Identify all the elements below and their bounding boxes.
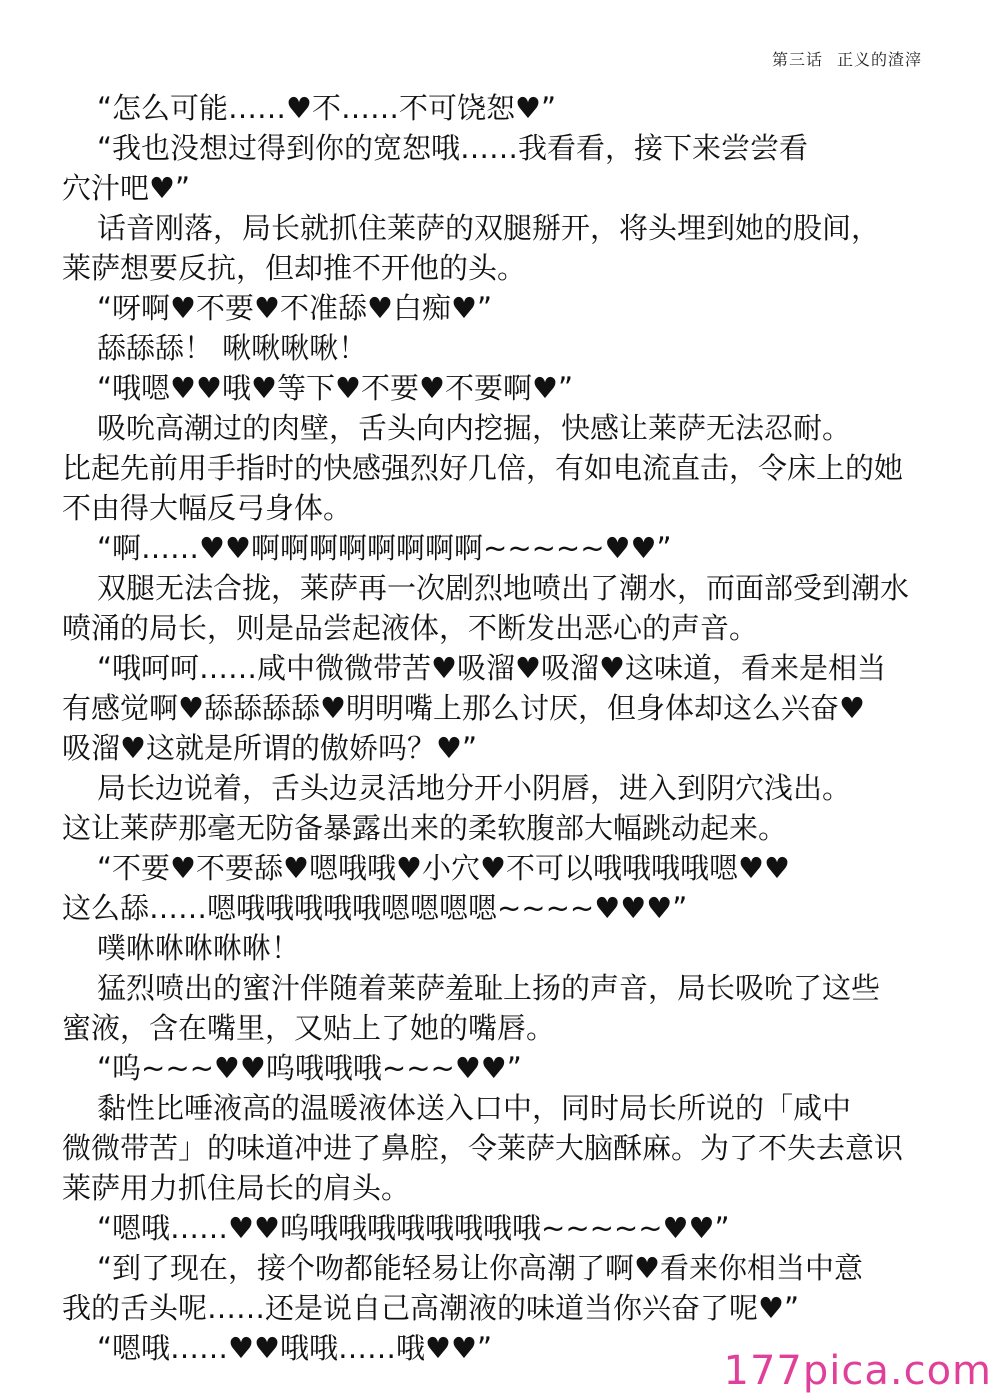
paragraph: “啊……♥♥啊啊啊啊啊啊啊啊~~~~~♥♥” bbox=[97, 531, 672, 565]
paragraph: 吸吮高潮过的肉壁，舌头向内挖掘，快感让莱萨无法忍耐。 比起先前用手指时的快感强烈好几倍，有如电流直击，令床上的她 不由得大幅反弓身体。 bbox=[62, 411, 904, 525]
paragraph: “呀啊♥不要♥不准舔♥白痴♥” bbox=[97, 291, 493, 325]
paragraph: 猛烈喷出的蜜汁伴随着莱萨羞耻上扬的声音，局长吸吮了这些 蜜液，含在嘴里，又贴上了她的嘴唇。 bbox=[62, 971, 881, 1045]
paragraph: “我也没想过得到你的宽恕哦……我看看，接下来尝尝看 穴汁吧♥” bbox=[62, 131, 809, 205]
paragraph: “怎么可能……♥不……不可饶恕♥” bbox=[97, 91, 557, 125]
paragraph: “哦嗯♥♥哦♥等下♥不要♥不要啊♥” bbox=[97, 371, 574, 405]
paragraph: 舔舔舔！ 啾啾啾啾！ bbox=[97, 331, 368, 365]
paragraph: 局长边说着，舌头边灵活地分开小阴唇，进入到阴穴浅出。 这让莱萨那毫无防备暴露出来的柔软腹部大幅跳动起来。 bbox=[62, 771, 852, 845]
watermark: 177pica.com bbox=[723, 1348, 992, 1394]
paragraph: 双腿无法合拢，莱萨再一次剧烈地喷出了潮水，而面部受到潮水 喷涌的局长，则是品尝起液体，不断发出恶心的声音。 bbox=[62, 571, 910, 645]
paragraph: 黏性比唾液高的温暖液体送入口中，同时局长所说的「咸中 微微带苦」的味道冲进了鼻腔，令莱萨大脑酥麻。为了不失去意识 莱萨用力抓住局长的肩头。 bbox=[62, 1091, 904, 1205]
body-text bbox=[62, 88, 982, 1368]
paragraph: “哦呵呵……咸中微微带苦♥吸溜♥吸溜♥这味道，看来是相当 有感觉啊♥舔舔舔舔♥明明嘴上那么讨厌，但身体却这么兴奋♥ 吸溜♥这就是所谓的傲娇吗？♥” bbox=[62, 651, 887, 765]
paragraph: 话音刚落，局长就抓住莱萨的双腿掰开，将头埋到她的股间， 莱萨想要反抗，但却推不开他的头。 bbox=[62, 211, 881, 285]
running-header bbox=[772, 47, 922, 70]
paragraph: 噗咻咻咻咻咻！ bbox=[97, 931, 301, 965]
paragraph: “不要♥不要舔♥嗯哦哦♥小穴♥不可以哦哦哦哦嗯♥♥ 这么舔……嗯哦哦哦哦哦嗯嗯嗯嗯~~~~♥♥♥” bbox=[62, 851, 791, 925]
chapter-title: 正义的渣滓 bbox=[836, 50, 922, 69]
paragraph: “呜~~~♥♥呜哦哦哦~~~♥♥” bbox=[97, 1051, 522, 1085]
paragraph: “嗯哦……♥♥呜哦哦哦哦哦哦哦哦~~~~~♥♥” bbox=[97, 1211, 730, 1245]
paragraph: “到了现在，接个吻都能轻易让你高潮了啊♥看来你相当中意 我的舌头呢……还是说自己高潮液的味道当你兴奋了呢♥” bbox=[62, 1251, 864, 1325]
paragraph: “嗯哦……♥♥哦哦……哦♥♥” bbox=[97, 1331, 493, 1365]
chapter-number: 第三话 bbox=[771, 50, 823, 69]
